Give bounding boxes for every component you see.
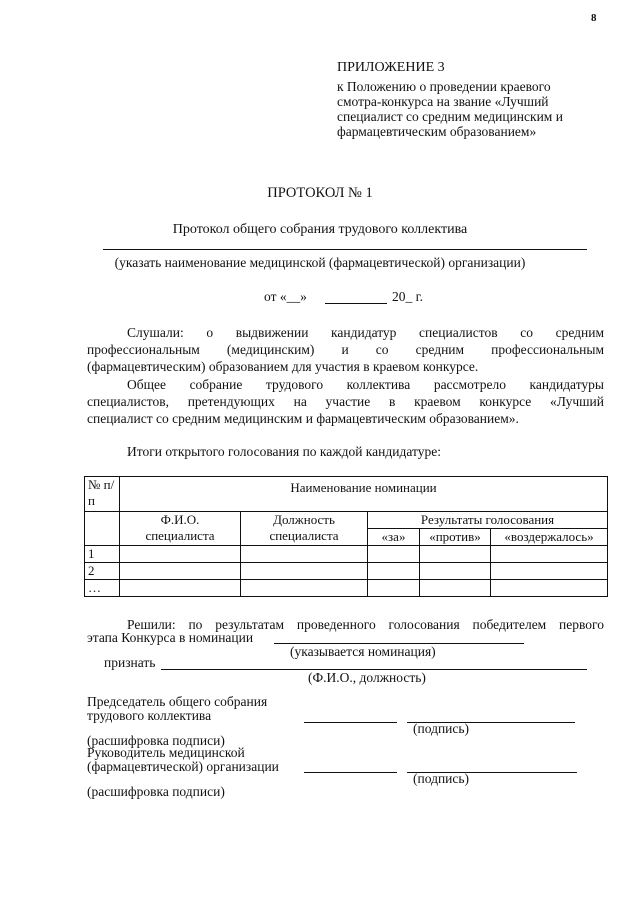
organization-hint: (указать наименование медицинской (фармацевтической) организации)	[114, 255, 526, 270]
appendix-line-4: фармацевтическим образованием»	[337, 124, 537, 139]
chair-line-2: трудового коллектива	[87, 708, 212, 723]
row-number: 2	[85, 563, 120, 580]
head-decoding-line	[304, 772, 397, 773]
table-results-header: Результаты голосования	[368, 512, 608, 529]
heard-line-3: (фармацевтическим) образованием для участия в краевом конкурсе.	[87, 359, 479, 374]
heard-line-1: Слушали: о выдвижении кандидатур специалистов со средним	[127, 325, 604, 340]
chair-signature-hint: (подпись)	[413, 721, 470, 736]
head-line-1: Руководитель медицинской	[87, 745, 245, 760]
date-year: 20_ г.	[392, 289, 424, 304]
appendix-line-1: к Положению о проведении краевого	[337, 79, 551, 94]
table-row	[85, 580, 608, 597]
chair-decoding-hint: (расшифровка подписи)	[87, 733, 225, 748]
appendix-line-2: смотра-конкурса на звание «Лучший	[337, 94, 549, 109]
head-decoding-hint: (расшифровка подписи)	[87, 784, 225, 799]
heard-line-2: профессиональным (медицинским) и со средним профессиональным	[87, 342, 604, 357]
head-signature-hint: (подпись)	[413, 771, 470, 786]
recognize-label: признать	[104, 655, 156, 670]
table-fio-header	[120, 512, 241, 546]
fio-hint: (Ф.И.О., должность)	[308, 670, 426, 685]
appendix-title: ПРИЛОЖЕНИЕ 3	[337, 60, 445, 75]
reviewed-line-3: специалист со средним медицинским и фармацевтическим образованием».	[87, 411, 519, 426]
chair-decoding-line	[304, 722, 397, 723]
vote-for-header: «за»	[368, 529, 420, 546]
table-position-header	[241, 512, 368, 546]
date-month-line	[325, 303, 387, 304]
decision-line-2: этапа Конкурса в номинации	[87, 630, 254, 645]
results-intro: Итоги открытого голосования по каждой кандидатуре:	[127, 444, 441, 459]
protocol-subtitle: Протокол общего собрания трудового коллектива	[172, 222, 468, 237]
vote-abstain-header: «воздержалось»	[491, 529, 608, 546]
row-number: …	[85, 580, 120, 597]
date-prefix: от «__»	[264, 289, 307, 304]
table-row	[85, 563, 608, 580]
table-num-header: № п/п	[85, 477, 120, 512]
fio-header-line-2: специалиста	[145, 528, 215, 543]
table-nomination-header: Наименование номинации	[120, 477, 608, 512]
head-line-2: (фармацевтической) организации	[87, 759, 279, 774]
vote-against-header: «против»	[420, 529, 491, 546]
page-number: 8	[591, 12, 597, 24]
decision-line-1: Решили: по результатам проведенного голосования победителем первого	[127, 617, 604, 632]
table-row	[85, 546, 608, 563]
table-num-blank	[85, 512, 120, 546]
protocol-title: ПРОТОКОЛ № 1	[267, 185, 373, 201]
nomination-hint: (указывается номинация)	[290, 644, 436, 659]
appendix-line-3: специалист со средним медицинским и	[337, 109, 563, 124]
organization-name-line	[103, 249, 587, 250]
reviewed-line-1: Общее собрание трудового коллектива рассмотрело кандидатуры	[127, 377, 604, 392]
reviewed-line-2: специалистов, претендующих на участие в краевом конкурсе «Лучший	[87, 394, 604, 409]
fio-header-line-1: Ф.И.О.	[160, 512, 200, 527]
row-number: 1	[85, 546, 120, 563]
position-header-line-1: Должность	[273, 512, 335, 527]
chair-line-1: Председатель общего собрания	[87, 694, 268, 709]
position-header-line-2: специалиста	[269, 528, 339, 543]
voting-table	[84, 476, 608, 597]
